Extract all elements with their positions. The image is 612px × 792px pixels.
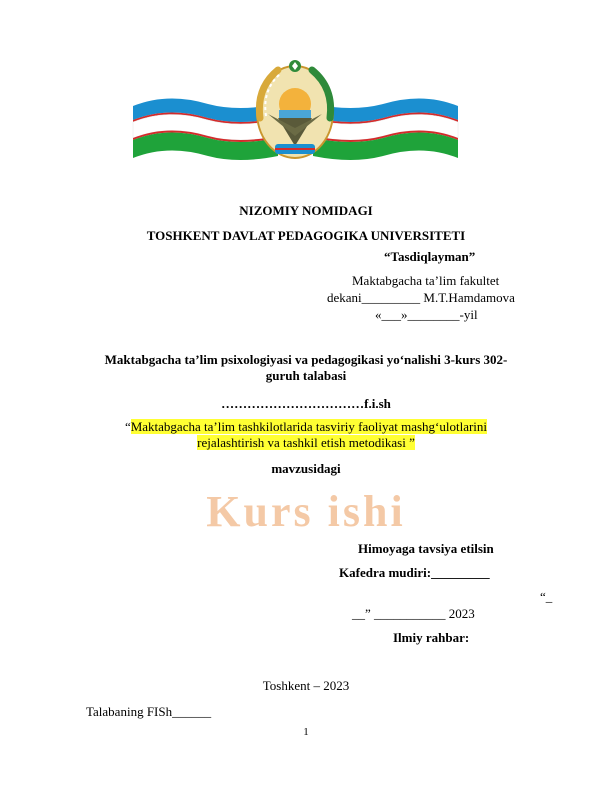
city-year: Toshkent – 2023 [262,678,350,693]
page-number: 1 [303,726,309,738]
student-fish-field: Talabaning FISh______ [86,704,212,719]
approval-faculty: Maktabgacha ta’lim fakultet [352,273,500,288]
uzbekistan-emblem-with-flags [128,58,463,166]
university-name-line1: NIZOMIY NOMIDAGI [239,203,373,218]
student-line2: guruh talabasi [265,368,347,383]
topic-title-part2: rejalashtirish va tashkil etish metodikasi ” [197,435,415,450]
approval-date: «___»________-yil [375,307,478,322]
topic-suffix: mavzusidagi [271,461,341,476]
student-line1: Maktabgacha ta’lim psixologiyasi va pedagogikasi yo‘nalishi 3-kurs 302- [104,352,508,367]
topic-open-quote: “ [124,419,131,434]
student-fio: ……………………………f.i.sh [221,396,391,411]
date-quote-mark: “_ [540,589,553,604]
approval-dean: dekani_________ M.T.Hamdamova [327,290,515,305]
department-head: Kafedra mudiri:_________ [339,565,490,580]
topic-title-part1: Maktabgacha ta’lim tashkilotlarida tasviriy faoliyat mashg‘ulotlarini [130,419,488,434]
right-flag [313,98,458,160]
scientific-advisor: Ilmiy rahbar: [393,630,470,645]
state-emblem [257,60,333,158]
topic-line1 [0,419,612,435]
defense-recommendation: Himoyaga tavsiya etilsin [358,541,494,556]
topic-line2 [0,435,612,451]
document-type-title: Kurs ishi [206,487,406,536]
approval-title: “Tasdiqlayman” [384,249,476,264]
university-name-line2: TOSHKENT DAVLAT PEDAGOGIKA UNIVERSITETI [146,228,466,243]
defense-date: __” ___________ 2023 [352,606,475,621]
